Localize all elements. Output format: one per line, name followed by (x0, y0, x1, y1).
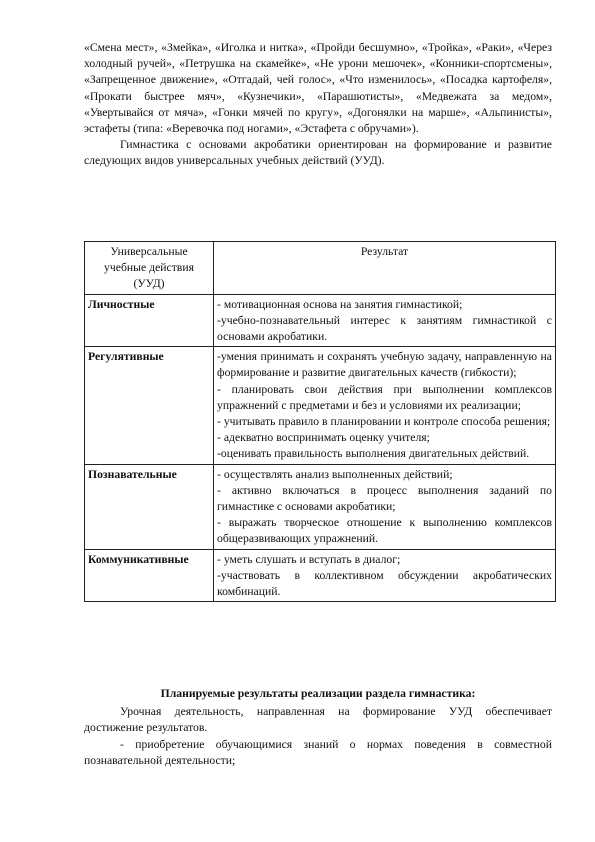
row-results-cognitive (214, 464, 556, 549)
result-item: - планировать свои действия при выполнении комплексов упражнений с предметами и без и условиями их реализации; (217, 382, 552, 412)
uud-table (84, 241, 556, 602)
result-item: -умения принимать и сохранять учебную задачу, направленную на формирование и развитие двигательных качеств (гибкости); (217, 350, 552, 380)
result-item: - адекватно воспринимать оценку учителя; (217, 431, 430, 445)
results-heading: Планируемые результаты реализации раздела гимнастика: (160, 687, 476, 700)
row-results-regulative (214, 347, 556, 464)
games-paragraph: «Смена мест», «Змейка», «Иголка и нитка», «Пройди бесшумно», «Тройка», «Раки», «Через холодный ручей», «Петрушка на скамейке», «Не урони мешочек», «Конники-спортсмены», «Запрещенное движение», «Отгадай, чей голос», «Что изменилось», «Посадка картофеля», «Прокати быстрее мяч», «Кузнечики», «Парашютисты», «Медвежата за медом», «Увертывайся от мяча», «Гонки мячей по кругу», «Догонялки на марше», «Альпинисты», эстафеты (типа: «Веревочка под ногами», «Эстафета с обручами»). (84, 41, 552, 136)
result-item: -участвовать в коллективном обсуждении акробатических комбинаций. (217, 568, 552, 599)
row-label-personal: Личностные (85, 294, 214, 347)
result-item: - уметь слушать и вступать в диалог; (217, 552, 401, 566)
header-result: Результат (214, 242, 556, 295)
result-item: -учебно-познавательный интерес к занятиям гимнастикой с основами акробатики. (217, 313, 552, 344)
table-row (85, 549, 556, 602)
result-item: -оценивать правильность выполнения двигательных действий. (217, 447, 530, 461)
row-label-communicative: Коммуникативные (85, 549, 214, 602)
result-item: - активно включаться в процесс выполнения заданий по гимнастике с основами акробатики; (217, 483, 552, 514)
table-row (85, 294, 556, 347)
row-results-personal (214, 294, 556, 347)
results-section (84, 686, 552, 769)
result-item: - выражать творческое отношение к выполнению комплексов общеразвивающих упражнений. (217, 516, 552, 546)
header-uud: Универсальные учебные действия (УУД) (85, 242, 214, 295)
result-item: - мотивационная основа на занятия гимнастикой; (217, 297, 463, 311)
results-paragraph-2: - приобретение обучающимися знаний о нормах поведения в совместной познавательной деятельности; (84, 737, 552, 767)
result-item: - учитывать правило в планировании и контроле способа решения; (217, 415, 551, 429)
table-header-row (85, 242, 556, 295)
intro-section (84, 40, 552, 170)
row-label-cognitive: Познавательные (85, 464, 214, 549)
row-label-regulative: Регулятивные (85, 347, 214, 464)
row-results-communicative (214, 549, 556, 602)
table-row (85, 347, 556, 464)
results-paragraph-1: Урочная деятельность, направленная на формирование УУД обеспечивает достижение результатов. (84, 705, 552, 735)
uud-intro-paragraph: Гимнастика с основами акробатики ориентирован на формирование и развитие следующих видов универсальных учебных действий (УУД). (84, 138, 552, 168)
table-row (85, 464, 556, 549)
result-item: - осуществлять анализ выполненных действий; (217, 467, 453, 481)
